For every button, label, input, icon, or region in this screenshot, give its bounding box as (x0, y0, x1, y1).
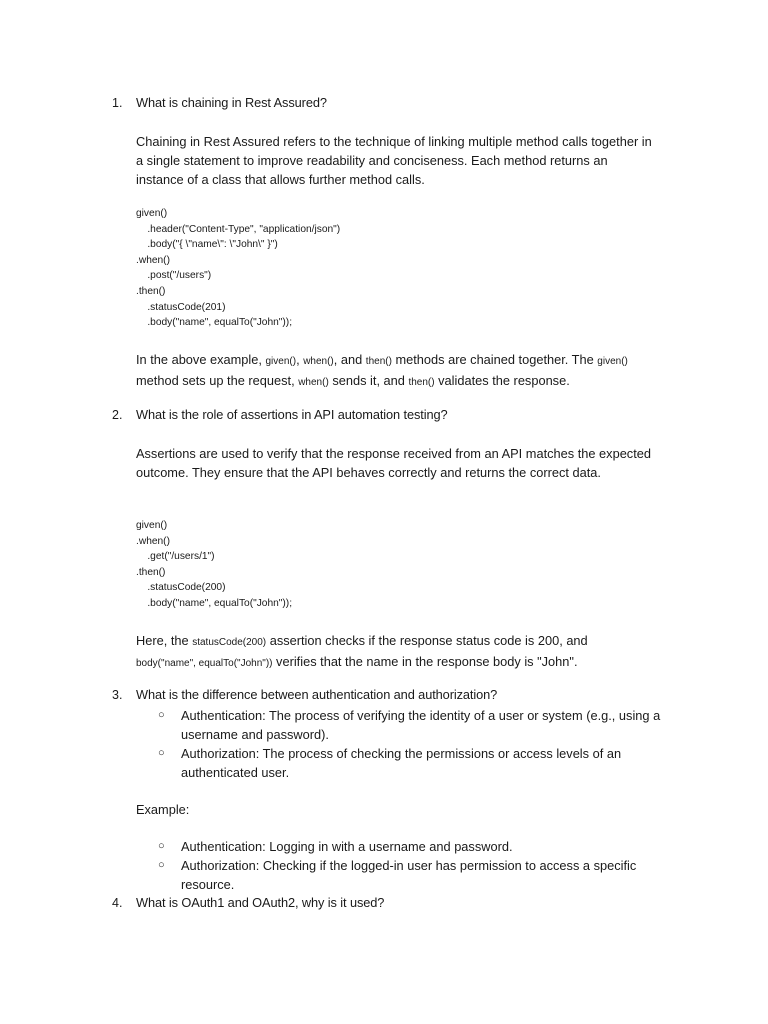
list-item (181, 706, 661, 744)
code-line: given() (136, 208, 168, 219)
text-run: assertion checks if the response status code is 200, and (266, 633, 588, 648)
code-line: .get("/users/1") (136, 551, 215, 563)
text-run: , (296, 352, 304, 367)
code-line: .statusCode(200) (136, 582, 226, 594)
answer-paragraph: Assertions are used to verify that the response received from an API matches the expected outcome. They ensure that the API behaves correctly and returns the correct data. (136, 446, 651, 480)
code-block (136, 518, 292, 612)
code-line: .when() (136, 535, 170, 547)
code-line: .then() (136, 285, 166, 297)
text-run: In the above example, (136, 352, 266, 367)
text-run: method sets up the request, (136, 373, 299, 388)
term-description: : The process of checking the permissions or access levels of an authenticated user. (181, 746, 622, 780)
list-item (181, 856, 661, 894)
text-run: validates the response. (434, 373, 570, 388)
question-number: 4. (112, 896, 123, 910)
term-description: : Logging in with a username and password. (262, 839, 513, 854)
text-run: , and (333, 352, 366, 367)
term-description: : Checking if the logged-in user has permission to access a specific resource. (181, 858, 637, 892)
explanation-paragraph (136, 350, 656, 392)
bullet-circle-icon: ○ (158, 747, 165, 759)
inline-code: body("name", equalTo("John")) (136, 658, 273, 669)
question-number: 3. (112, 688, 123, 702)
inline-code: when() (303, 356, 334, 367)
inline-code: when() (298, 377, 329, 388)
example-label: Example: (136, 802, 190, 817)
inline-code: given() (597, 356, 628, 367)
code-line: given() (136, 520, 168, 531)
bullet-circle-icon: ○ (158, 859, 165, 871)
code-line: .body("{ \"name\": \"John\" }") (136, 239, 278, 251)
text-run: methods are chained together. The (391, 352, 598, 367)
list-item (181, 744, 661, 782)
term-label: Authorization (181, 858, 256, 873)
list-item (181, 837, 661, 856)
bullet-circle-icon: ○ (158, 709, 165, 721)
code-line: .when() (136, 254, 170, 266)
question-title: What is OAuth1 and OAuth2, why is it used? (136, 895, 385, 910)
text-run: Here, the (136, 633, 193, 648)
term-label: Authorization (181, 746, 256, 761)
text-run: verifies that the name in the response body is "John". (272, 654, 578, 669)
inline-code: given() (265, 356, 297, 367)
question-number: 1. (112, 96, 123, 110)
explanation-paragraph (136, 631, 656, 673)
code-block (136, 206, 340, 331)
inline-code: then() (365, 356, 392, 367)
code-line: .body("name", equalTo("John")); (136, 317, 293, 329)
term-label: Authentication (181, 708, 263, 723)
code-line: .header("Content-Type", "application/json") (136, 223, 341, 235)
term-description: : The process of verifying the identity of a user or system (e.g., using a username and password). (181, 708, 661, 742)
answer-paragraph: Chaining in Rest Assured refers to the technique of linking multiple method calls together in a single statement to improve readability and conciseness. Each method returns an instance of a class that allows further method calls. (136, 134, 652, 187)
term-label: Authentication (181, 839, 263, 854)
bullet-circle-icon: ○ (158, 840, 165, 852)
question-title: What is the difference between authentication and authorization? (136, 687, 498, 702)
inline-code: then() (408, 377, 435, 388)
question-title: What is chaining in Rest Assured? (136, 95, 327, 110)
code-line: .body("name", equalTo("John")); (136, 597, 293, 609)
question-title: What is the role of assertions in API automation testing? (136, 407, 448, 422)
question-number: 2. (112, 408, 123, 422)
code-line: .post("/users") (136, 270, 212, 282)
code-line: .statusCode(201) (136, 301, 226, 313)
inline-code: statusCode(200) (192, 637, 267, 648)
text-run: sends it, and (328, 373, 409, 388)
code-line: .then() (136, 566, 166, 578)
